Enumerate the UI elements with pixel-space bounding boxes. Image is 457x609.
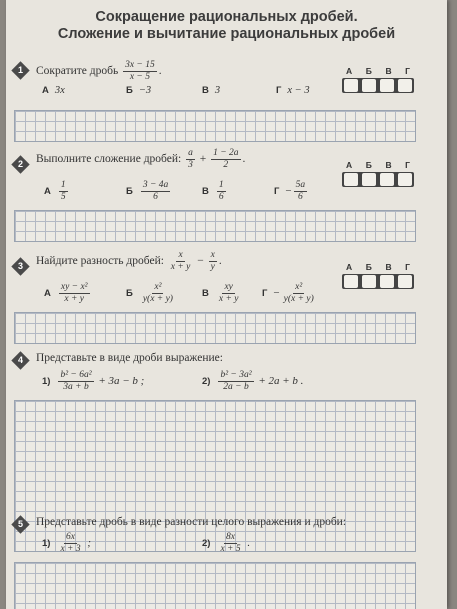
task-number-badge: 3 xyxy=(11,257,29,275)
page-title-line2: Сложение и вычитание рациональных дробей xyxy=(57,26,396,42)
answer-boxes: А Б В Г xyxy=(342,66,414,93)
worksheet-page xyxy=(6,0,447,609)
answer-grid[interactable] xyxy=(14,312,416,344)
answer-grid[interactable] xyxy=(14,562,416,609)
option-c: В $\frac{1}{6}$ xyxy=(202,180,224,202)
option-d: Г x − 3 xyxy=(276,85,310,96)
answer-boxes: А Б В Г xyxy=(342,262,414,289)
answer-box-b[interactable] xyxy=(362,79,376,92)
answer-box-c[interactable] xyxy=(380,173,394,186)
task-number-badge: 4 xyxy=(11,351,29,369)
task-number-badge: 5 xyxy=(11,515,29,533)
expression-item-2: 2) $\frac{8x}{x + 5}$ . xyxy=(202,532,251,554)
answer-box-a[interactable] xyxy=(344,275,358,288)
answer-box-a[interactable] xyxy=(344,79,358,92)
page-title-line1: Сокращение рациональных дробей. xyxy=(95,9,358,25)
task-question: Представьте в виде дроби выражение: xyxy=(36,352,223,364)
answer-grid[interactable] xyxy=(14,400,416,552)
option-a: А $\frac{1}{5}$ xyxy=(44,180,66,202)
answer-box-d[interactable] xyxy=(398,275,412,288)
option-b: Б −3 xyxy=(126,85,152,96)
answer-box-a[interactable] xyxy=(344,173,358,186)
option-d: Г − $\frac{\text{x²}}{y(x + y)}$ xyxy=(262,282,314,304)
option-d: Г − $\frac{5a}{6}$ xyxy=(274,180,306,202)
answer-box-c[interactable] xyxy=(380,79,394,92)
task-question: Найдите разность дробей: $\frac{x}{x + y}$ − $\frac{x}{y}$ . xyxy=(36,250,222,272)
option-a: А $\frac{\text{xy − x²}}{x + y}$ xyxy=(44,282,88,304)
task-number-badge: 1 xyxy=(11,61,29,79)
answer-boxes: А Б В Г xyxy=(342,160,414,187)
task-question: Сократите дробь $\frac{3x - 15}{x - 5}$ . xyxy=(36,60,162,82)
answer-box-b[interactable] xyxy=(362,275,376,288)
option-a: А 3x xyxy=(42,85,65,96)
expression-item-1: 1) $\frac{\text{b² − 6a²}}{3a + b}$ + 3a − b ; xyxy=(42,370,145,392)
answer-grid[interactable] xyxy=(14,110,416,142)
option-c: В 3 xyxy=(202,85,221,96)
task-question: Представьте дробь в виде разности целого выражения и дроби: xyxy=(36,516,347,528)
expression-item-2: 2) $\frac{\text{b² − 3a²}}{2a - b}$ + 2a + b . xyxy=(202,370,304,392)
option-b: Б $\frac{3 - 4a}{6}$ xyxy=(126,180,169,202)
option-c: В $\frac{xy}{x + y}$ xyxy=(202,282,239,304)
answer-box-c[interactable] xyxy=(380,275,394,288)
answer-box-d[interactable] xyxy=(398,79,412,92)
expression-item-1: 1) $\frac{6x}{x + 3}$ ; xyxy=(42,532,92,554)
answer-grid[interactable] xyxy=(14,210,416,242)
task-question: Выполните сложение дробей: $\frac{a}{3}$ + $\frac{1 - 2a}{2}$ . xyxy=(36,148,246,170)
answer-box-b[interactable] xyxy=(362,173,376,186)
task-number-badge: 2 xyxy=(11,155,29,173)
answer-box-d[interactable] xyxy=(398,173,412,186)
option-b: Б $\frac{\text{x²}}{y(x + y)}$ xyxy=(126,282,173,304)
